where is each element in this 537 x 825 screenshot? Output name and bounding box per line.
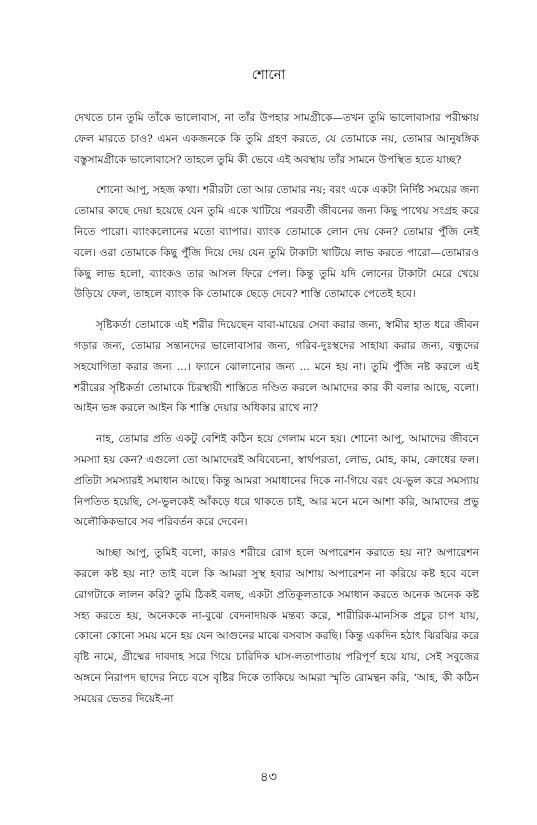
body-text xyxy=(74,108,479,720)
running-head: শোনো xyxy=(251,68,286,83)
paragraph-5: আচ্ছা আপু, তুমিই বলো, কারও শরীরে রোগ হলে অপারেশন করাতে হয় না? অপারেশন করলে কষ্ট হয় না? তাই বলে কি আমরা সুস্থ হবার আশায় অপারেশন না করিয়ে কষ্ট হবে বলে রোগটাকে লালন করি? তুমি ঠিকই বলছ, একটা প্রতিকূলতাকে সমাধান করতে অনেক অনেক কষ্ট সহ্য করতে হয়, অনেককে না-বুঝে বেদনাদায়ক মন্তব্য করে, শারীরিক-মানসিক প্রচুর চাপ যায়, কোনো কোনো সময় মনে হয় যেন আগুনের মাঝে বসবাস করছি। কিন্তু একদিন হঠাৎ ঝিরঝির করে বৃষ্টি নামে, গ্রীষ্মের দাবদাহ সরে গিয়ে চারিদিক ঘাস-লতাপাতায় পরিপূর্ণ হয়ে যায়, সেই সবুজের অঙ্গনে নিরাপদ ছাদের নিচে বসে বৃষ্টির দিকে তাকিয়ে আমরা স্মৃতি রোমন্থন করি, ‘আহ, কী কঠিন সময়ের ভেতর দিয়েই-না xyxy=(74,547,479,705)
paragraph-1: দেখতে চান তুমি তাঁকে ভালোবাস, না তাঁর উপহার সামগ্রীকে—তখন তুমি ভালোবাসার পরীক্ষায় ফেল মারতে চাও? এমন একজনকে কি তুমি গ্রহণ করতে, যে তোমাকে নয়, তোমার আনুষঙ্গিক বস্তুসামগ্রীকে ভালোবাসে? তাহলে তুমি কী ভেবে এই অবস্থায় তাঁর সামনে উপস্থিত হতে যাচ্ছ? xyxy=(74,112,479,166)
paragraph-3: সৃষ্টিকর্তা তোমাকে এই শরীর দিয়েছেন বাবা-মায়ের সেবা করার জন্য, স্বামীর হাত ধরে জীবন গড়ার জন্য, তোমার সন্তানদের ভালোবাসার জন্য, গরিব-দুঃস্থদের সাহায্য করার জন্য, বন্ধুদের সহযোগিতা করার জন্য ...। ফ্যানে ঝোলানোর জন্য ... মনে হয় না। তুমি পুঁজি নষ্ট করলে এই শরীরের সৃষ্টিকর্তা তোমাকে চিরস্থায়ী শাস্তিতে দণ্ডিত করলে আমাদের কার কী বলার আছে, বলো। আইন ভঙ্গ করলে আইন কি শাস্তি দেয়ার অধিকার রাখে না? xyxy=(74,319,479,415)
paragraph-2: শোনো আপু, সহজ কথা। শরীরটা তো আর তোমার নয়; বরং একে একটা নির্দিষ্ট সময়ের জন্য তোমার কাছে দেয়া হয়েছে যেন তুমি একে খাটিয়ে পরবর্তী জীবনের জন্য কিছু পাথেয় সংগ্রহ করে নিতে পারো। ব্যাংকলোনের মতো ব্যাপার। ব্যাংক তোমাকে লোন দেয় কেন? তোমার পুঁজি নেই বলে। ওরা তোমাকে কিছু পুঁজি দিয়ে দেয় যেন তুমি টাকাটা খাটিয়ে লাভ করতে পারো—তোমারও কিছু লাভ হলো, ব্যাংকও তার আসল ফিরে পেল। কিন্তু তুমি যদি লোনের টাকাটা মেরে খেয়ে উড়িয়ে ফেল, তাহলে ব্যাংক কি তোমাকে ছেড়ে দেবে? শাস্তি তোমাকে পেতেই হবে। xyxy=(74,184,479,301)
paragraph-4: নাহ, তোমার প্রতি একটু বেশিই কঠিন হয়ে গেলাম মনে হয়। শোনো আপু, আমাদের জীবনে সমস্যা হয় কেন? এগুলো তো আমাদেরই অবিবেচনা, স্বার্থপরতা, লোভ, মোহ, কাম, ক্রোধের ফল। প্রতিটা সমস্যারই সমাধান আছে। কিন্তু আমরা সমাধানের দিকে না-গিয়ে বরং যে-ভুল করে সমস্যায় নিপতিত হয়েছি, সে-ভুলকেই আঁকড়ে ধরে থাকতে চাই, আর মনে মনে আশা করি, আমাদের প্রভু অলৌকিকভাবে সব পরিবর্তন করে দেবেন। xyxy=(74,433,479,529)
page-number: ৪৩ xyxy=(260,770,277,785)
